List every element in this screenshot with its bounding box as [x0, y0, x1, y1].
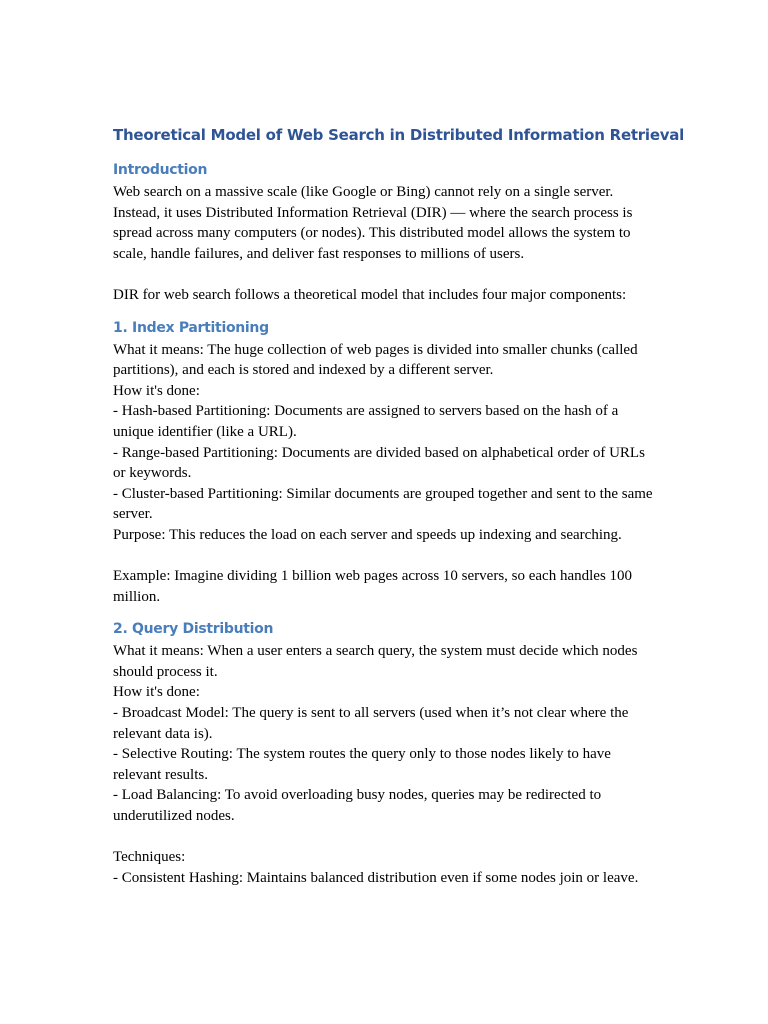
section-spacer: [113, 607, 661, 619]
paragraph-line: unique identifier (like a URL).: [113, 423, 297, 440]
list-item: - Hash-based Partitioning: Documents are assigned to servers based on the hash of a: [113, 403, 619, 420]
blank-line: [113, 546, 661, 567]
list-item: - Consistent Hashing: Maintains balanced distribution even if some nodes join or leave.: [113, 869, 639, 886]
paragraph-line: underutilized nodes.: [113, 808, 235, 825]
introduction-closing: DIR for web search follows a theoretical model that includes four major components:: [113, 286, 627, 303]
index-partitioning-example: [113, 566, 661, 607]
paragraph-line: should process it.: [113, 663, 218, 680]
paragraph-line: partitions), and each is stored and indexed by a different server.: [113, 362, 494, 379]
section-heading-index-partitioning: 1. Index Partitioning: [113, 319, 269, 336]
paragraph-line: Techniques:: [113, 849, 186, 866]
list-item: - Broadcast Model: The query is sent to all servers (used when it’s not clear where the: [113, 705, 629, 722]
paragraph-line: million.: [113, 588, 161, 605]
paragraph-line: scale, handle failures, and deliver fast responses to millions of users.: [113, 245, 525, 262]
list-item: - Cluster-based Partitioning: Similar documents are grouped together and sent to the same: [113, 485, 653, 502]
paragraph-line: relevant data is).: [113, 725, 213, 742]
paragraph-line: What it means: The huge collection of web pages is divided into smaller chunks (called: [113, 341, 638, 358]
paragraph-line: Purpose: This reduces the load on each server and speeds up indexing and searching.: [113, 526, 622, 543]
paragraph-line: Web search on a massive scale (like Google or Bing) cannot rely on a single server.: [113, 184, 614, 200]
paragraph-line: What it means: When a user enters a search query, the system must decide which nodes: [113, 643, 638, 660]
section-spacer: [113, 306, 661, 318]
list-item: - Load Balancing: To avoid overloading busy nodes, queries may be redirected to: [113, 787, 602, 804]
list-item: - Range-based Partitioning: Documents are divided based on alphabetical order of URLs: [113, 444, 645, 461]
query-distribution-paragraph: [113, 641, 661, 826]
paragraph-line: spread across many computers (or nodes). This distributed model allows the system to: [113, 225, 631, 242]
query-distribution-techniques: [113, 847, 661, 888]
blank-line: [113, 827, 661, 848]
section-heading-introduction: Introduction: [113, 162, 208, 178]
document-title: Theoretical Model of Web Search in Distributed Information Retrieval: [113, 126, 685, 144]
list-item: - Selective Routing: The system routes the query only to those nodes likely to have: [113, 746, 611, 763]
index-partitioning-paragraph: [113, 340, 661, 546]
paragraph-line: server.: [113, 506, 153, 523]
section-heading-query-distribution: 2. Query Distribution: [113, 621, 274, 638]
blank-line: [113, 264, 661, 285]
introduction-paragraph: [113, 182, 661, 264]
paragraph-line: or keywords.: [113, 465, 192, 482]
paragraph-line: Instead, it uses Distributed Information Retrieval (DIR) — where the search process is: [113, 204, 633, 221]
paragraph-line: How it's done:: [113, 684, 200, 701]
document-page: [113, 124, 685, 888]
paragraph-line: Example: Imagine dividing 1 billion web pages across 10 servers, so each handles 100: [113, 568, 633, 585]
paragraph-line: relevant results.: [113, 766, 208, 783]
paragraph-line: How it's done:: [113, 382, 200, 399]
